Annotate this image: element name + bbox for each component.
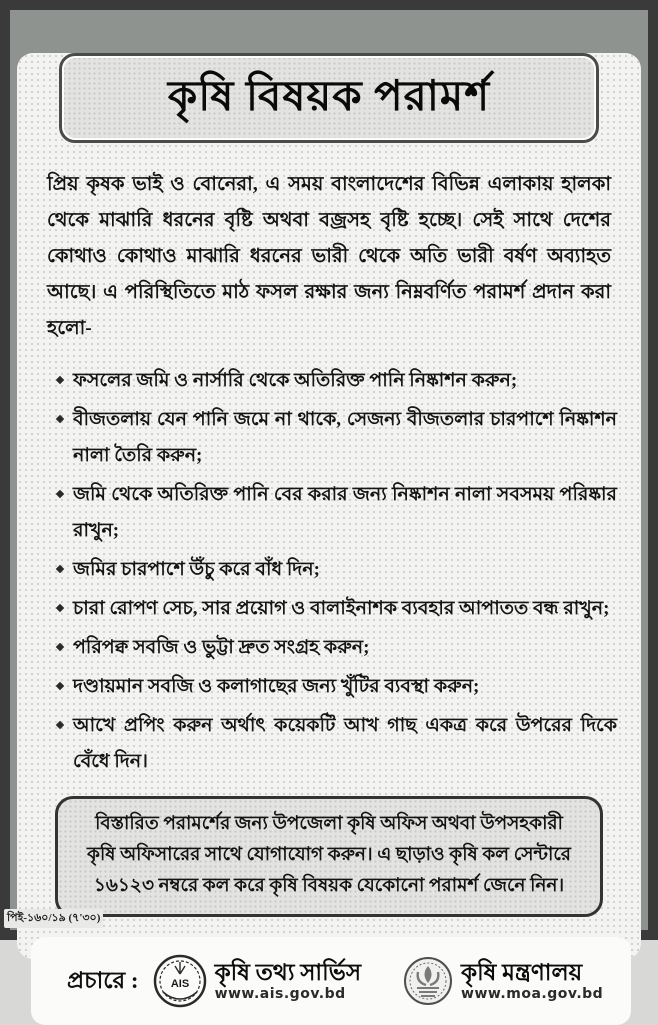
advice-item: বীজতলায় যেন পানি জমে না থাকে, সেজন্য বীজতলার চারপাশে নিষ্কাশন নালা তৈরি করুন;	[55, 402, 617, 474]
published-by-label: প্রচারে :	[67, 967, 139, 993]
title-box	[59, 53, 599, 143]
org-ais-url[interactable]: www.ais.gov.bd	[214, 986, 346, 1002]
advice-item: আখে প্রপিং করুন অর্থাৎ কয়েকটি আখ গাছ একত্র করে উপরের দিকে বেঁধে দিন।	[55, 708, 617, 780]
contact-box	[55, 796, 603, 917]
advice-item: চারা রোপণ সেচ, সার প্রয়োগ ও বালাইনাশক ব্যবহার আপাতত বন্ধ রাখুন;	[55, 591, 617, 627]
advice-item: পরিপক্ব সবজি ও ভুট্টা দ্রুত সংগ্রহ করুন;	[55, 630, 617, 666]
org-ais-name: কৃষি তথ্য সার্ভিস	[214, 960, 362, 985]
poster-inner-frame	[10, 10, 648, 1002]
advice-list	[55, 363, 617, 780]
advice-item: ফসলের জমি ও নার্সারি থেকে অতিরিক্ত পানি নিষ্কাশন করুন;	[55, 363, 617, 399]
ais-logo-icon	[153, 954, 207, 1008]
page-title: কৃষি বিষয়ক পরামর্শ	[167, 73, 491, 120]
moa-emblem-icon	[403, 956, 453, 1006]
org-moa-name: কৃষি মন্ত্রণালয়	[461, 960, 583, 985]
print-code: পিই-১৬০/১৯ (৭'৩০)	[4, 909, 103, 928]
contact-note: বিস্তারিত পরামর্শের জন্য উপজেলা কৃষি অফিস অথবা উপসহকারী কৃষি অফিসারের সাথে যোগাযোগ করুন। এ ছাড়াও কৃষি কল সেন্টারে ১৬১২৩ নম্বরে কল করে কৃষি বিষয়ক যেকোনো পরামর্শ জেনে নিন।	[87, 814, 571, 896]
intro-paragraph: প্রিয় কৃষক ভাই ও বোনেরা, এ সময় বাংলাদেশের বিভিন্ন এলাকায় হালকা থেকে মাঝারি ধরনের বৃষ্টি অথবা বজ্রসহ বৃষ্টি হচ্ছে। সেই সাথে দেশের কোথাও কোথাও মাঝারি ধরনের ভারী থেকে অতি ভারী বর্ষণ অব্যাহত আছে। এ পরিস্থিতিতে মাঠ ফসল রক্ষার জন্য নিম্নবর্ণিত পরামর্শ প্রদান করা হলো-	[47, 174, 611, 339]
ais-logo-text: AIS	[170, 978, 189, 990]
org-moa-url[interactable]: www.moa.gov.bd	[461, 986, 604, 1002]
org-ais	[153, 954, 361, 1008]
advice-item: জমি থেকে অতিরিক্ত পানি বের করার জন্য নিষ্কাশন নালা সবসময় পরিষ্কার রাখুন;	[55, 477, 617, 549]
org-moa	[403, 956, 603, 1006]
poster-paper	[17, 53, 641, 1002]
footer-publishers	[31, 937, 631, 1025]
advice-item: জমির চারপাশে উঁচু করে বাঁধ দিন;	[55, 552, 617, 588]
advice-item: দণ্ডায়মান সবজি ও কলাগাছের জন্য খুঁটির ব্যবস্থা করুন;	[55, 669, 617, 705]
